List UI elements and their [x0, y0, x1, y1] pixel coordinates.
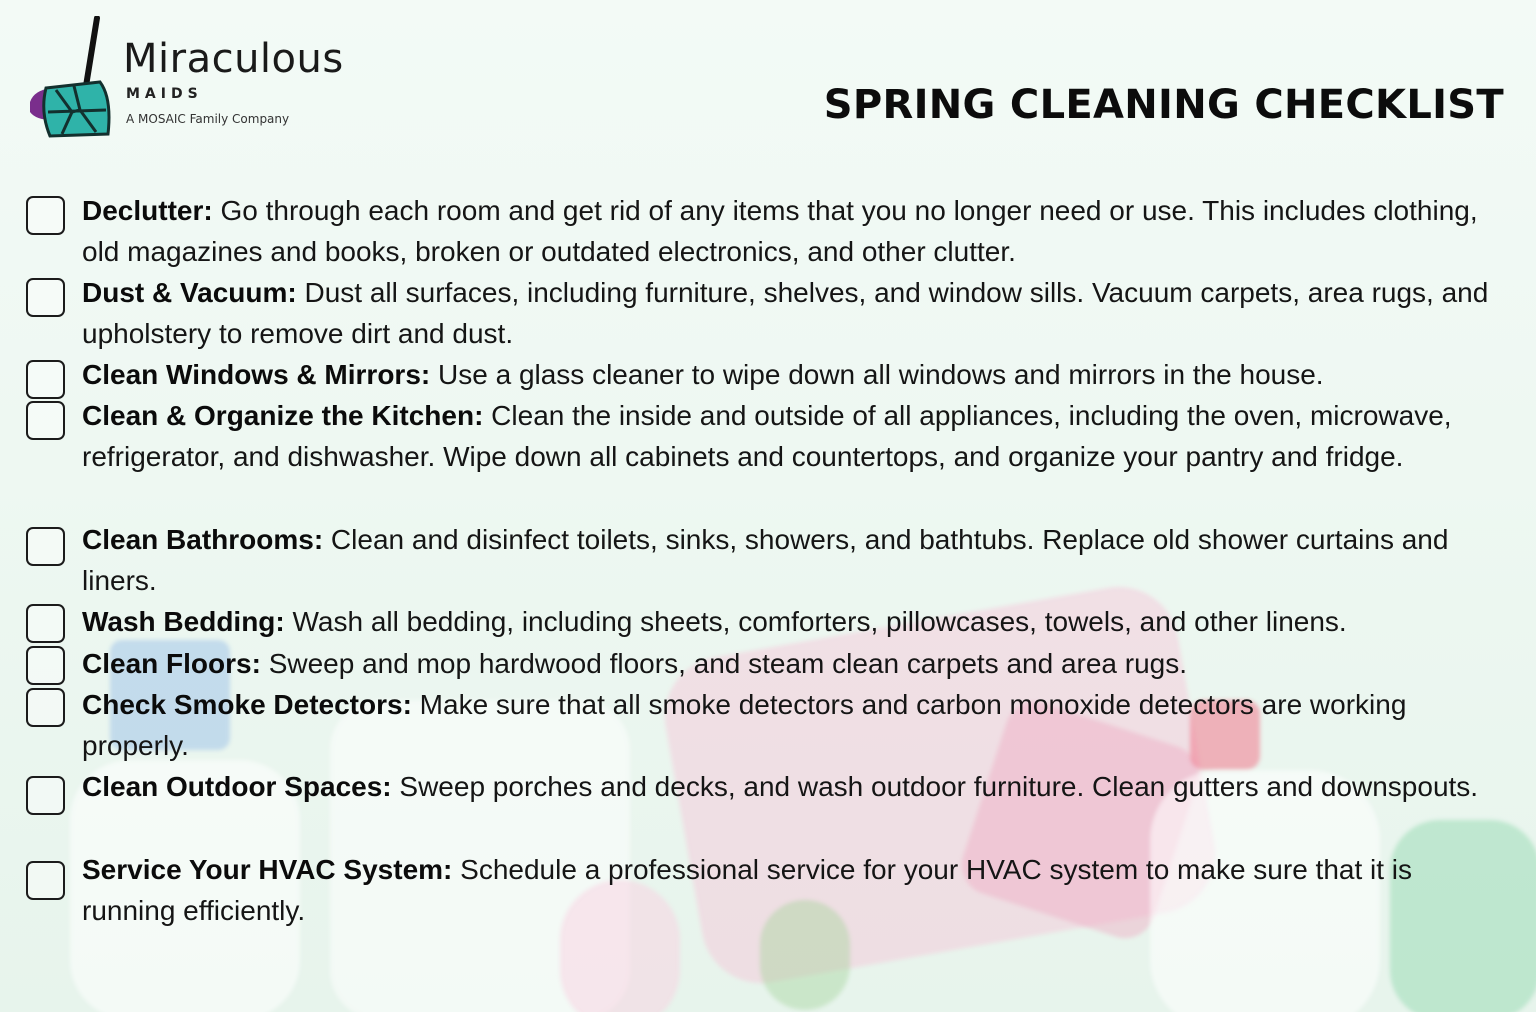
item-description: Sweep and mop hardwood floors, and steam clean carpets and area rugs.: [260, 648, 1188, 679]
checkbox[interactable]: [26, 688, 65, 727]
item-label: Clean & Organize the Kitchen:: [82, 400, 484, 431]
item-text: [82, 354, 1502, 395]
item-description: Dust all surfaces, including furniture, shelves, and window sills. Vacuum carpets, area rugs, and upholstery to remove dirt and dust.: [82, 277, 1489, 349]
checkbox[interactable]: [26, 360, 65, 399]
company-logo: [22, 16, 362, 146]
item-text: [82, 272, 1502, 354]
checkbox[interactable]: [26, 196, 65, 235]
item-label: Clean Floors:: [82, 648, 261, 679]
item-label: Service Your HVAC System:: [82, 854, 453, 885]
mop-logo-icon: [22, 16, 122, 141]
item-description: Wash all bedding, including sheets, comforters, pillowcases, towels, and other linens.: [284, 606, 1347, 637]
item-label: Clean Bathrooms:: [82, 524, 324, 555]
checkbox[interactable]: [26, 776, 65, 815]
item-description: Use a glass cleaner to wipe down all windows and mirrors in the house.: [430, 359, 1324, 390]
item-description: Clean and disinfect toilets, sinks, showers, and bathtubs. Replace old shower curtains and liners.: [82, 524, 1449, 596]
item-label: Declutter:: [82, 195, 213, 226]
item-text: [82, 684, 1502, 766]
checkbox[interactable]: [26, 278, 65, 317]
item-description: Sweep porches and decks, and wash outdoor furniture. Clean gutters and downspouts.: [391, 771, 1479, 802]
item-text: [82, 519, 1502, 601]
item-label: Dust & Vacuum:: [82, 277, 297, 308]
page-title: SPRING CLEANING CHECKLIST: [823, 81, 1504, 128]
checkbox[interactable]: [26, 861, 65, 900]
checkbox[interactable]: [26, 401, 65, 440]
item-text: [82, 849, 1502, 931]
checkbox[interactable]: [26, 646, 65, 685]
item-text: [82, 766, 1502, 807]
checkbox[interactable]: [26, 604, 65, 643]
item-description: Clean the inside and outside of all appliances, including the oven, microwave, refrigerator, and dishwasher. Wipe down all cabinets and countertops, and organize your pantry and fridge.: [82, 400, 1452, 472]
item-description: Schedule a professional service for your HVAC system to make sure that it is running efficiently.: [82, 854, 1413, 926]
item-label: Check Smoke Detectors:: [82, 689, 412, 720]
logo-tagline: A MOSAIC Family Company: [126, 112, 290, 126]
item-text: [82, 190, 1502, 272]
item-label: Clean Outdoor Spaces:: [82, 771, 392, 802]
item-description: Make sure that all smoke detectors and carbon monoxide detectors are working properly.: [82, 689, 1407, 761]
checkbox[interactable]: [26, 527, 65, 566]
item-label: Wash Bedding:: [82, 606, 285, 637]
item-text: [82, 643, 1502, 684]
item-description: Go through each room and get rid of any items that you no longer need or use. This includes clothing, old magazines and books, broken or outdated electronics, and other clutter.: [82, 195, 1478, 267]
item-text: [82, 395, 1502, 477]
item-label: Clean Windows & Mirrors:: [82, 359, 431, 390]
logo-title: Miraculous: [123, 36, 344, 82]
logo-subtitle: MAIDS: [126, 86, 203, 102]
item-text: [82, 601, 1502, 642]
